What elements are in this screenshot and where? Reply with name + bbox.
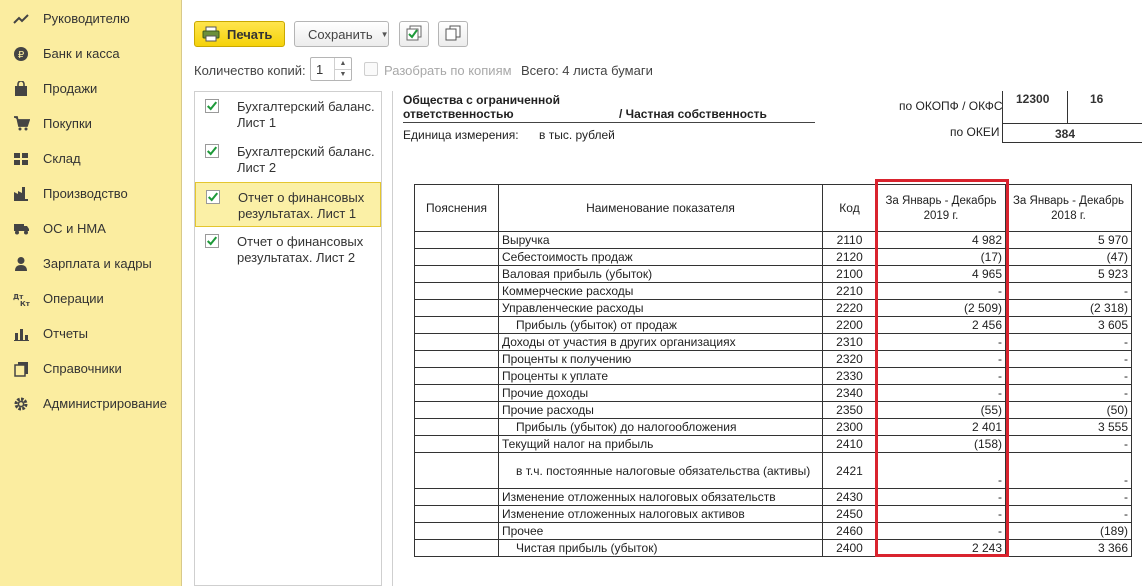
sidebar-item-label: Справочники [43, 361, 122, 376]
print-button-label: Печать [227, 26, 273, 42]
cell-notes [415, 266, 499, 283]
printer-icon [202, 26, 220, 42]
cell-value-2018: - [1006, 436, 1132, 453]
cell-value-2018: 3 366 [1006, 540, 1132, 557]
cell-code: 2200 [823, 317, 877, 334]
cell-code: 2410 [823, 436, 877, 453]
cell-value-2018: - [1006, 351, 1132, 368]
cell-value-2018: (47) [1006, 249, 1132, 266]
cell-notes [415, 249, 499, 266]
cell-value-2019: (2 509) [877, 300, 1006, 317]
cell-name: Текущий налог на прибыль [499, 436, 823, 453]
cell-name: Валовая прибыль (убыток) [499, 266, 823, 283]
cell-code: 2400 [823, 540, 877, 557]
sheet-checkbox[interactable] [206, 190, 220, 204]
cell-value-2019: 4 965 [877, 266, 1006, 283]
cell-notes [415, 368, 499, 385]
cell-code: 2300 [823, 419, 877, 436]
cell-code: 2210 [823, 283, 877, 300]
save-button-label: Сохранить [308, 26, 373, 42]
copies-value: 1 [316, 61, 324, 77]
sidebar-item-label: Покупки [43, 116, 92, 131]
cell-value-2018: - [1006, 283, 1132, 300]
table-row [415, 453, 1132, 489]
chevron-down-icon: ▼ [380, 29, 389, 39]
cell-code: 2460 [823, 523, 877, 540]
cell-code: 2220 [823, 300, 877, 317]
sidebar-item-label: Зарплата и кадры [43, 256, 152, 271]
cell-value-2019: - [877, 453, 1006, 489]
cell-value-2019: 2 401 [877, 419, 1006, 436]
sidebar-item-label: Склад [43, 151, 81, 166]
org-line1: Общества с ограниченной [403, 93, 560, 107]
table-row [415, 249, 1132, 266]
cell-value-2019: 2 456 [877, 317, 1006, 334]
sidebar-item-label: Продажи [43, 81, 98, 96]
sidebar-item[interactable] [0, 106, 182, 141]
cell-value-2019: - [877, 506, 1006, 523]
sidebar-item[interactable] [0, 386, 182, 421]
cell-value-2019: (55) [877, 402, 1006, 419]
checkmark-icon [206, 144, 218, 158]
ownership-form: / Частная собственность [619, 107, 767, 121]
cell-name: Прибыль (убыток) до налогообложения [499, 419, 823, 436]
sidebar-item[interactable] [0, 211, 182, 246]
table-row [415, 232, 1132, 249]
sheet-item[interactable] [195, 137, 381, 182]
cell-value-2019: - [877, 283, 1006, 300]
cell-name: Прочие расходы [499, 402, 823, 419]
col-header-code: Код [823, 185, 877, 232]
cell-name: Чистая прибыль (убыток) [499, 540, 823, 557]
table-row [415, 283, 1132, 300]
cell-name: Коммерческие расходы [499, 283, 823, 300]
table-row [415, 436, 1132, 453]
okopf-value: 12300 [1016, 92, 1050, 106]
cell-value-2018: 3 555 [1006, 419, 1132, 436]
trend-icon [12, 12, 30, 26]
cell-code: 2320 [823, 351, 877, 368]
sheet-label: Отчет о финансовых результатах. Лист 2 [237, 234, 364, 265]
okfs-value: 16 [1090, 92, 1104, 106]
table-header-row [415, 185, 1132, 232]
cell-notes [415, 436, 499, 453]
sheet-item[interactable] [195, 92, 381, 137]
sidebar [0, 0, 182, 586]
okei-value: 384 [1055, 127, 1076, 141]
sidebar-item[interactable] [0, 246, 182, 281]
unit-label: Единица измерения: [403, 128, 519, 142]
table-row [415, 334, 1132, 351]
cell-notes [415, 232, 499, 249]
table-row [415, 385, 1132, 402]
cell-name: Доходы от участия в других организациях [499, 334, 823, 351]
sheets-list [194, 91, 382, 586]
cell-value-2018: - [1006, 385, 1132, 402]
cell-name: Прибыль (убыток) от продаж [499, 317, 823, 334]
sidebar-item-label: Администрирование [43, 396, 167, 411]
col-header-period-2018: За Январь - Декабрь 2018 г. [1006, 185, 1132, 232]
sheet-checkbox[interactable] [205, 234, 219, 248]
cell-notes [415, 283, 499, 300]
cart-icon [12, 116, 30, 131]
col-header-notes: Пояснения [415, 185, 499, 232]
total-sheets-label: Всего: 4 листа бумаги [521, 63, 653, 78]
sidebar-item-label: Банк и касса [43, 46, 120, 61]
sidebar-item-label: ОС и НМА [43, 221, 106, 236]
sidebar-item[interactable] [0, 351, 182, 386]
uncheck-all-button[interactable] [438, 21, 468, 47]
cell-code: 2330 [823, 368, 877, 385]
warehouse-icon [12, 152, 30, 166]
cell-value-2018: - [1006, 506, 1132, 523]
print-button[interactable] [194, 21, 285, 47]
sidebar-item[interactable] [0, 316, 182, 351]
stepper-up-icon[interactable]: ▲ [335, 58, 351, 70]
table-row [415, 351, 1132, 368]
cell-code: 2340 [823, 385, 877, 402]
sheet-label: Бухгалтерский баланс. Лист 2 [237, 144, 375, 175]
cell-code: 2100 [823, 266, 877, 283]
cell-value-2019: 2 243 [877, 540, 1006, 557]
table-row [415, 300, 1132, 317]
gear-icon [12, 396, 30, 412]
cell-notes [415, 351, 499, 368]
cell-notes [415, 453, 499, 489]
books-icon [12, 361, 30, 377]
cell-value-2019: - [877, 334, 1006, 351]
cell-code: 2450 [823, 506, 877, 523]
sidebar-item[interactable] [0, 281, 182, 316]
table-row [415, 540, 1132, 557]
report-preview[interactable] [392, 91, 1142, 586]
ruble-icon [12, 46, 30, 62]
sheet-item[interactable] [195, 182, 381, 227]
cell-code: 2430 [823, 489, 877, 506]
person-icon [12, 256, 30, 272]
cell-code: 2110 [823, 232, 877, 249]
cell-value-2019: (17) [877, 249, 1006, 266]
org-line2: ответственностью [403, 107, 514, 121]
cell-name: Прочие доходы [499, 385, 823, 402]
sidebar-item-label: Руководителю [43, 11, 130, 26]
svg-text:Дт: Дт [13, 292, 24, 301]
bag-icon [12, 81, 30, 97]
sidebar-item[interactable] [0, 71, 182, 106]
cell-value-2019: - [877, 351, 1006, 368]
cell-name: Изменение отложенных налоговых активов [499, 506, 823, 523]
sidebar-item-label: Операции [43, 291, 104, 306]
cell-name: Проценты к получению [499, 351, 823, 368]
cell-notes [415, 334, 499, 351]
cell-code: 2421 [823, 453, 877, 489]
cell-name: Прочее [499, 523, 823, 540]
sidebar-item-label: Производство [43, 186, 128, 201]
copies-label: Количество копий: [194, 63, 306, 78]
cell-notes [415, 523, 499, 540]
sheet-label: Бухгалтерский баланс. Лист 1 [237, 99, 375, 130]
cell-value-2018: - [1006, 334, 1132, 351]
col-header-name: Наименование показателя [499, 185, 823, 232]
table-row [415, 489, 1132, 506]
cell-notes [415, 300, 499, 317]
collate-label: Разобрать по копиям [384, 63, 512, 78]
sheet-label: Отчет о финансовых результатах. Лист 1 [238, 190, 365, 221]
truck-icon [12, 222, 30, 235]
cell-value-2018: - [1006, 489, 1132, 506]
check-all-button[interactable] [399, 21, 429, 47]
sheet-checkbox[interactable] [205, 99, 219, 113]
table-row [415, 368, 1132, 385]
toolbar [182, 0, 1142, 90]
okei-label: по ОКЕИ [950, 125, 1000, 139]
cell-value-2018: 5 923 [1006, 266, 1132, 283]
cell-notes [415, 489, 499, 506]
sidebar-item[interactable] [0, 141, 182, 176]
cell-value-2019: 4 982 [877, 232, 1006, 249]
cell-code: 2350 [823, 402, 877, 419]
cell-name: в т.ч. постоянные налоговые обязательства (активы) [499, 453, 823, 489]
cell-code: 2310 [823, 334, 877, 351]
cell-code: 2120 [823, 249, 877, 266]
cell-value-2019: - [877, 523, 1006, 540]
save-button[interactable] [294, 21, 389, 47]
cell-notes [415, 540, 499, 557]
cell-value-2018: (50) [1006, 402, 1132, 419]
stepper-down-icon[interactable]: ▼ [339, 71, 347, 79]
table-row [415, 523, 1132, 540]
cell-value-2019: - [877, 385, 1006, 402]
collate-checkbox[interactable] [364, 62, 378, 76]
sidebar-item[interactable] [0, 176, 182, 211]
cell-name: Управленческие расходы [499, 300, 823, 317]
cell-notes [415, 385, 499, 402]
col-header-period-2019: За Январь - Декабрь 2019 г. [877, 185, 1006, 232]
table-row [415, 419, 1132, 436]
okopf-label: по ОКОПФ / ОКФС [899, 99, 1003, 113]
cell-value-2018: (2 318) [1006, 300, 1132, 317]
cell-name: Проценты к уплате [499, 368, 823, 385]
cell-value-2019: - [877, 489, 1006, 506]
cell-value-2018: (189) [1006, 523, 1132, 540]
cell-value-2019: - [877, 368, 1006, 385]
cell-name: Изменение отложенных налоговых обязательств [499, 489, 823, 506]
divider [1003, 123, 1142, 124]
checkmark-icon [206, 234, 218, 248]
checkmark-icon [207, 190, 219, 204]
cell-notes [415, 419, 499, 436]
org-form [403, 93, 560, 121]
svg-text:Кт: Кт [20, 299, 30, 307]
cell-notes [415, 317, 499, 334]
cell-value-2018: 5 970 [1006, 232, 1132, 249]
codes-box [1002, 91, 1142, 143]
table-row [415, 402, 1132, 419]
divider [403, 122, 815, 123]
cell-notes [415, 402, 499, 419]
table-row [415, 506, 1132, 523]
copies-input[interactable] [310, 57, 352, 81]
svg-text:₽: ₽ [17, 49, 25, 61]
sidebar-item-label: Отчеты [43, 326, 88, 341]
financial-results-table [414, 184, 1132, 557]
table-row [415, 266, 1132, 283]
divider [1067, 91, 1068, 123]
sheet-item[interactable] [195, 227, 381, 272]
cell-value-2018: - [1006, 368, 1132, 385]
cell-name: Выручка [499, 232, 823, 249]
sidebar-item[interactable] [0, 1, 182, 36]
sheet-checkbox[interactable] [205, 144, 219, 158]
copies-stepper[interactable] [334, 58, 351, 80]
cell-notes [415, 506, 499, 523]
checkmark-icon [206, 99, 218, 113]
cell-value-2018: - [1006, 453, 1132, 489]
cell-name: Себестоимость продаж [499, 249, 823, 266]
cell-value-2018: 3 605 [1006, 317, 1132, 334]
table-row [415, 317, 1132, 334]
sidebar-item[interactable] [0, 36, 182, 71]
copy-pages-icon [444, 25, 462, 44]
check-all-icon [405, 25, 423, 44]
dt-kt-icon [12, 291, 30, 307]
factory-icon [12, 186, 30, 201]
unit-value: в тыс. рублей [539, 128, 615, 142]
bar-chart-icon [12, 327, 30, 341]
cell-value-2019: (158) [877, 436, 1006, 453]
